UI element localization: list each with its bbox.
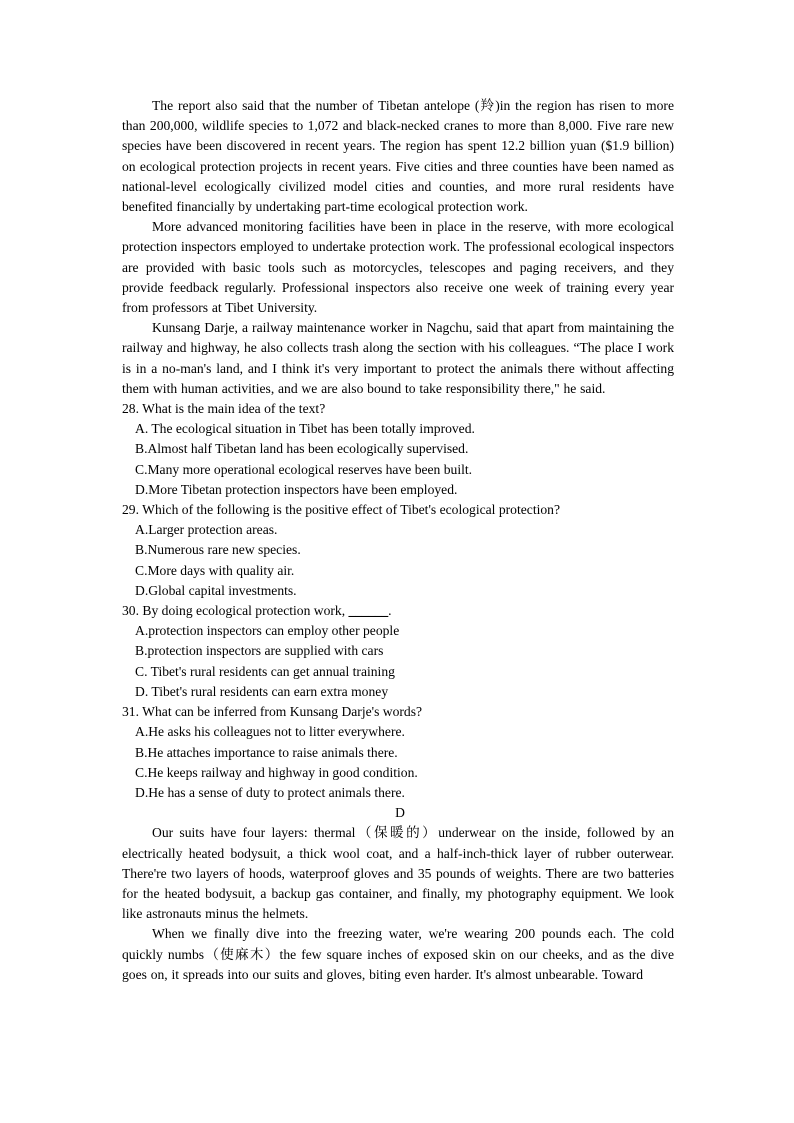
option-d[interactable]: D. Tibet's rural residents can earn extra money (135, 683, 389, 699)
option-a[interactable]: A.Larger protection areas. (135, 522, 278, 538)
option-b[interactable]: B.He attaches importance to raise animals there. (135, 744, 398, 760)
answer-blank[interactable]: ______ (348, 603, 389, 619)
question-number: 28. (122, 401, 139, 417)
option-a[interactable]: A.protection inspectors can employ other people (135, 623, 400, 639)
option-d[interactable]: D.More Tibetan protection inspectors have been employed. (135, 481, 458, 497)
question-number: 31. (122, 704, 139, 720)
passage-paragraph: Kunsang Darje, a railway maintenance worker in Nagchu, said that apart from maintaining the railway and highway, he also collects trash along the section with his colleagues. “The place I work is in a no-man's land, and I think it's very important to protect the animals there without affecting them with human activities, and we are also bound to take responsibility there," he said. (122, 320, 674, 396)
question-number: 29. (122, 502, 139, 518)
question-stem (122, 500, 674, 520)
option-c[interactable]: C. Tibet's rural residents can get annual training (135, 663, 395, 679)
question-text-suffix: . (388, 603, 392, 619)
question-text: By doing ecological protection work, (142, 603, 349, 619)
text-column (122, 96, 674, 985)
option-c[interactable]: C.He keeps railway and highway in good condition. (135, 764, 418, 780)
passage-paragraph: The report also said that the number of Tibetan antelope (羚)in the region has risen to more than 200,000, wildlife species to 1,072 and black-necked cranes to more than 8,000. Five rare new species have been discovered in recent years. The region has spent 12.2 billion yuan ($1.9 billion) on ecological protection projects in recent years. Five cities and three counties have been named as national-level ecologically civilized model cities and counties, and more rural residents have benefited financially by undertaking part-time ecological protection work. (122, 98, 674, 215)
option-d[interactable]: D.He has a sense of duty to protect animals there. (135, 784, 405, 800)
option-b[interactable]: B.protection inspectors are supplied with cars (135, 643, 384, 659)
option-b[interactable]: B.Numerous rare new species. (135, 542, 301, 558)
option-b[interactable]: B.Almost half Tibetan land has been ecologically supervised. (135, 441, 469, 457)
question-stem (122, 601, 674, 621)
question-block-29 (122, 500, 674, 601)
option-d[interactable]: D.Global capital investments. (135, 582, 297, 598)
question-text: What is the main idea of the text? (142, 401, 326, 417)
option-c[interactable]: C.More days with quality air. (135, 562, 295, 578)
option-a[interactable]: A. The ecological situation in Tibet has been totally improved. (135, 421, 475, 437)
passage-paragraph: Our suits have four layers: thermal（保暖的）underwear on the inside, followed by an electrically heated bodysuit, a thick wool coat, and a half-inch-thick layer of rubber outerwear. There're two layers of hoods, waterproof gloves and 35 pounds of weights. There are two batteries for the heated bodysuit, a backup gas container, and finally, my photography equipment. We look like astronauts minus the helmets. (122, 825, 674, 922)
section-marker-d: D (395, 805, 405, 821)
option-c[interactable]: C.Many more operational ecological reserves have been built. (135, 461, 473, 477)
question-stem (122, 399, 674, 419)
question-text: Which of the following is the positive effect of Tibet's ecological protection? (142, 502, 560, 518)
question-stem (122, 702, 674, 722)
option-a[interactable]: A.He asks his colleagues not to litter everywhere. (135, 724, 405, 740)
question-block-28 (122, 399, 674, 500)
question-block-30 (122, 601, 674, 702)
question-block-31 (122, 702, 674, 803)
question-text: What can be inferred from Kunsang Darje's words? (142, 704, 423, 720)
passage-paragraph: More advanced monitoring facilities have been in place in the reserve, with more ecological protection inspectors employed to undertake protection work. The professional ecological inspectors are provided with basic tools such as motorcycles, telescopes and paging receivers, and they provide feedback regularly. Professional inspectors also receive one week of training every year from professors at Tibet University. (122, 219, 674, 316)
passage-paragraph: When we finally dive into the freezing water, we're wearing 200 pounds each. The cold quickly numbs（使麻木）the few square inches of exposed skin on our cheeks, and as the dive goes on, it spreads into our suits and gloves, biting even harder. It's almost unbearable. Toward (122, 926, 674, 982)
question-number: 30. (122, 603, 139, 619)
